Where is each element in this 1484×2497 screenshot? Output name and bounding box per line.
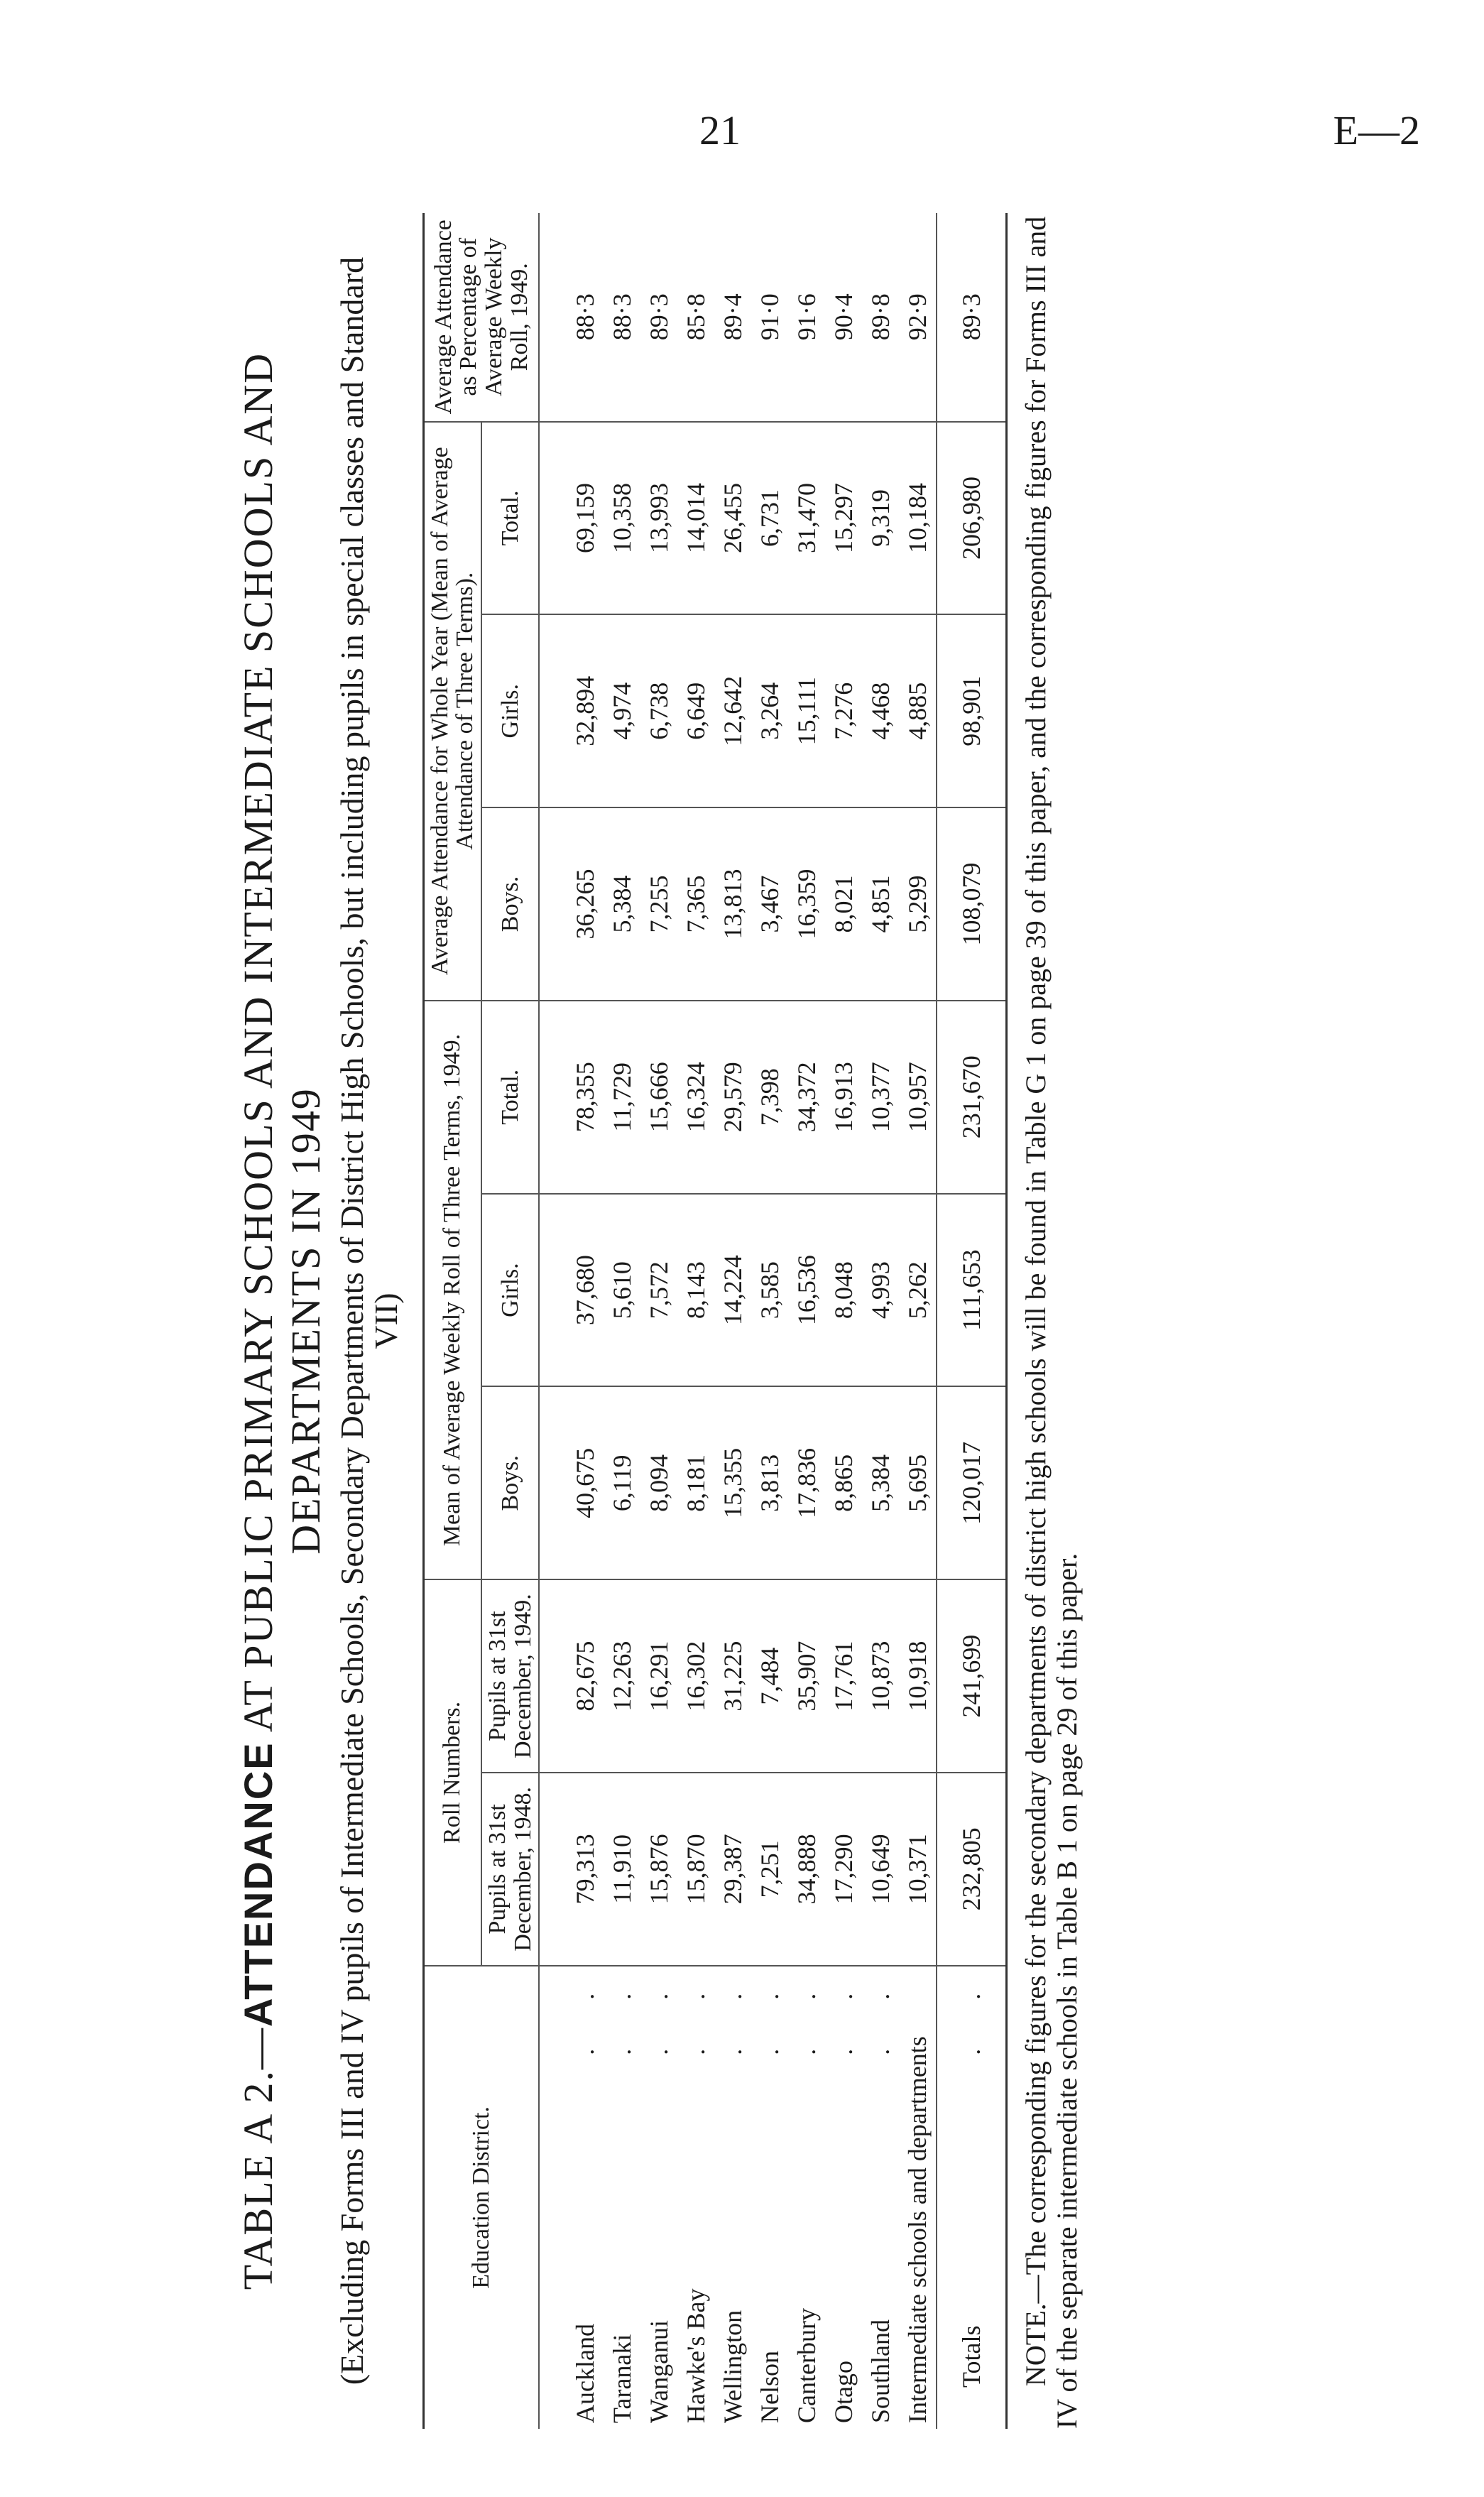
attendance-table — [422, 213, 1008, 2429]
totals-mean-roll-total: 231,670 — [937, 1001, 1007, 1194]
cell-attendance-total: 26,455 — [714, 422, 751, 615]
cell-attendance-boys: 7,255 — [640, 807, 677, 1001]
district-name: Hawke's Bay — [682, 2288, 711, 2423]
cell-attendance-girls: 4,468 — [862, 614, 899, 807]
spacer-row — [539, 213, 567, 2429]
district-name: Wanganui — [645, 2319, 674, 2423]
leader-dots: . . — [755, 1971, 785, 2055]
cell-attendance-girls: 7,276 — [825, 614, 862, 807]
cell-attendance-girls: 6,738 — [640, 614, 677, 807]
district-name: Nelson — [755, 2351, 785, 2423]
cell-attendance-boys: 36,265 — [567, 807, 604, 1001]
cell-mean-roll-total: 29,579 — [714, 1001, 751, 1194]
cell-attendance-girls: 4,974 — [604, 614, 640, 807]
cell-pupils-1948: 29,387 — [714, 1773, 751, 1966]
leader-dots: . . — [957, 1971, 986, 2055]
district-cell — [567, 1966, 604, 2429]
table-body — [539, 213, 937, 2429]
cell-attendance-boys: 13,813 — [714, 807, 751, 1001]
district-name: Intermediate schools and departments — [903, 2036, 932, 2423]
cell-percentage: 89·4 — [714, 213, 751, 422]
header-district: Education District. — [423, 1966, 539, 2429]
header-attendance-boys: Boys. — [481, 807, 539, 1001]
cell-pupils-1949: 31,225 — [714, 1579, 751, 1773]
totals-attendance-boys: 108,079 — [937, 807, 1007, 1001]
page-header — [0, 107, 1484, 163]
cell-attendance-total: 9,319 — [862, 422, 899, 615]
cell-pupils-1948: 34,888 — [788, 1773, 825, 1966]
cell-percentage: 88·3 — [567, 213, 604, 422]
leader-dots: . . — [571, 1971, 600, 2055]
totals-attendance-girls: 98,901 — [937, 614, 1007, 807]
note-label: NOTE. — [1020, 2303, 1052, 2386]
cell-percentage: 91·0 — [751, 213, 788, 422]
totals-mean-roll-boys: 120,017 — [937, 1386, 1007, 1579]
cell-attendance-total: 14,014 — [677, 422, 714, 615]
cell-mean-roll-total: 16,324 — [677, 1001, 714, 1194]
cell-mean-roll-total: 10,377 — [862, 1001, 899, 1194]
table-row — [604, 213, 640, 2429]
cell-pupils-1949: 10,873 — [862, 1579, 899, 1773]
cell-mean-roll-boys: 5,384 — [862, 1386, 899, 1579]
header-percentage: Average Attendance as Percentage of Average Weekly Roll, 1949. — [423, 213, 539, 422]
cell-mean-roll-girls: 4,993 — [862, 1194, 899, 1387]
leader-dots: . . — [645, 1971, 674, 2055]
cell-pupils-1948: 15,870 — [677, 1773, 714, 1966]
page-reference: E—2 — [1333, 107, 1420, 153]
cell-percentage: 89·3 — [640, 213, 677, 422]
cell-attendance-girls: 4,885 — [899, 614, 937, 807]
table-row — [788, 213, 825, 2429]
district-cell — [604, 1966, 640, 2429]
cell-attendance-total: 15,297 — [825, 422, 862, 615]
table-row — [751, 213, 788, 2429]
header-attendance-girls: Girls. — [481, 614, 539, 807]
cell-percentage: 90·4 — [825, 213, 862, 422]
cell-attendance-total: 31,470 — [788, 422, 825, 615]
cell-attendance-boys: 5,384 — [604, 807, 640, 1001]
district-name: Wellington — [719, 2310, 748, 2423]
title-prefix: TABLE A 2.— — [235, 2027, 281, 2290]
page-number: 21 — [699, 107, 741, 153]
cell-mean-roll-boys: 3,813 — [751, 1386, 788, 1579]
cell-mean-roll-boys: 8,094 — [640, 1386, 677, 1579]
cell-attendance-total: 10,184 — [899, 422, 937, 615]
table-subtitle: (Excluding Forms III and IV pupils of Intermediate Schools, Secondary Departments of District High Schools, but including pupils in special classes and Standard VII) — [334, 256, 405, 2386]
district-cell — [788, 1966, 825, 2429]
table-row — [714, 213, 751, 2429]
header-mean-roll-total: Total. — [481, 1001, 539, 1194]
header-pupils-1949: Pupils at 31st December, 1949. — [481, 1579, 539, 1773]
cell-attendance-total: 10,358 — [604, 422, 640, 615]
cell-mean-roll-boys: 17,836 — [788, 1386, 825, 1579]
cell-attendance-boys: 8,021 — [825, 807, 862, 1001]
cell-mean-roll-boys: 40,675 — [567, 1386, 604, 1579]
cell-pupils-1949: 17,761 — [825, 1579, 862, 1773]
district-cell — [677, 1966, 714, 2429]
cell-attendance-girls: 32,894 — [567, 614, 604, 807]
district-name: Auckland — [571, 2324, 600, 2423]
cell-pupils-1948: 15,876 — [640, 1773, 677, 1966]
district-cell — [751, 1966, 788, 2429]
cell-pupils-1949: 12,263 — [604, 1579, 640, 1773]
cell-percentage: 92·9 — [899, 213, 937, 422]
cell-mean-roll-girls: 3,585 — [751, 1194, 788, 1387]
district-cell — [714, 1966, 751, 2429]
cell-mean-roll-girls: 37,680 — [567, 1194, 604, 1387]
cell-attendance-boys: 4,851 — [862, 807, 899, 1001]
cell-mean-roll-girls: 8,048 — [825, 1194, 862, 1387]
cell-mean-roll-total: 16,913 — [825, 1001, 862, 1194]
cell-mean-roll-total: 7,398 — [751, 1001, 788, 1194]
district-name: Southland — [866, 2319, 895, 2423]
table-row — [567, 213, 604, 2429]
cell-attendance-boys: 5,299 — [899, 807, 937, 1001]
table-row — [640, 213, 677, 2429]
leader-dots: . . — [829, 1971, 858, 2055]
totals-attendance-total: 206,980 — [937, 422, 1007, 615]
table-note — [1020, 213, 1083, 2429]
cell-pupils-1949: 10,918 — [899, 1579, 937, 1773]
district-name: Canterbury — [792, 2308, 822, 2423]
cell-pupils-1948: 7,251 — [751, 1773, 788, 1966]
cell-mean-roll-boys: 15,355 — [714, 1386, 751, 1579]
cell-pupils-1948: 79,313 — [567, 1773, 604, 1966]
totals-pupils-1949: 241,699 — [937, 1579, 1007, 1773]
cell-attendance-girls: 3,264 — [751, 614, 788, 807]
cell-percentage: 89·8 — [862, 213, 899, 422]
cell-attendance-total: 69,159 — [567, 422, 604, 615]
leader-dots: . . — [792, 1971, 822, 2055]
cell-attendance-boys: 7,365 — [677, 807, 714, 1001]
header-mean-roll-boys: Boys. — [481, 1386, 539, 1579]
cell-attendance-girls: 15,111 — [788, 614, 825, 807]
cell-pupils-1949: 16,302 — [677, 1579, 714, 1773]
cell-pupils-1949: 7,484 — [751, 1579, 788, 1773]
totals-pupils-1948: 232,805 — [937, 1773, 1007, 1966]
cell-attendance-boys: 3,467 — [751, 807, 788, 1001]
district-cell — [862, 1966, 899, 2429]
cell-mean-roll-girls: 5,262 — [899, 1194, 937, 1387]
header-pupils-1948: Pupils at 31st December, 1948. — [481, 1773, 539, 1966]
cell-mean-roll-girls: 7,572 — [640, 1194, 677, 1387]
note-text: —The corresponding figures for the secondary departments of district high schools will be found in Table G 1 on page 39 of this paper, and the corresponding figures for Forms III and IV of the separate intermediate schools in Table B 1 on page 29 of this paper. — [1020, 216, 1084, 2429]
leader-dots: . . — [866, 1971, 895, 2055]
table-title — [234, 213, 329, 2429]
header-mean-roll: Mean of Average Weekly Roll of Three Terms, 1949. — [423, 1001, 481, 1579]
district-name: Otago — [829, 2361, 858, 2423]
cell-mean-roll-total: 10,957 — [899, 1001, 937, 1194]
cell-mean-roll-boys: 8,865 — [825, 1386, 862, 1579]
cell-attendance-girls: 6,649 — [677, 614, 714, 807]
cell-mean-roll-total: 11,729 — [604, 1001, 640, 1194]
table-row — [677, 213, 714, 2429]
cell-pupils-1949: 16,291 — [640, 1579, 677, 1773]
table-row — [862, 213, 899, 2429]
district-cell — [640, 1966, 677, 2429]
totals-label: Totals — [957, 2325, 986, 2388]
table-row — [825, 213, 862, 2429]
leader-dots: . . — [608, 1971, 637, 2055]
leader-dots: . . — [682, 1971, 711, 2055]
totals-label-cell — [937, 1966, 1007, 2429]
title-keyword: ATTENDANCE — [236, 1741, 280, 2027]
cell-mean-roll-girls: 8,143 — [677, 1194, 714, 1387]
cell-attendance-total: 13,993 — [640, 422, 677, 615]
table-row — [899, 213, 937, 2429]
cell-mean-roll-boys: 6,119 — [604, 1386, 640, 1579]
cell-percentage: 88·3 — [604, 213, 640, 422]
district-name: Taranaki — [608, 2334, 637, 2423]
title-rest: AT PUBLIC PRIMARY SCHOOLS AND INTERMEDIATE SCHOOLS AND DEPARTMENTS IN 1949 — [235, 352, 329, 1742]
totals-percentage: 89·3 — [937, 213, 1007, 422]
cell-mean-roll-total: 15,666 — [640, 1001, 677, 1194]
cell-pupils-1948: 10,649 — [862, 1773, 899, 1966]
cell-pupils-1949: 82,675 — [567, 1579, 604, 1773]
cell-mean-roll-girls: 16,536 — [788, 1194, 825, 1387]
cell-mean-roll-girls: 5,610 — [604, 1194, 640, 1387]
totals-row — [937, 213, 1007, 2429]
cell-attendance-total: 6,731 — [751, 422, 788, 615]
cell-pupils-1948: 17,290 — [825, 1773, 862, 1966]
cell-attendance-girls: 12,642 — [714, 614, 751, 807]
district-cell — [825, 1966, 862, 2429]
rotated-table-block — [234, 213, 1243, 2429]
header-average-attendance: Average Attendance for Whole Year (Mean of Average Attendance of Three Terms). — [423, 422, 481, 1001]
cell-mean-roll-boys: 8,181 — [677, 1386, 714, 1579]
header-roll-numbers: Roll Numbers. — [423, 1579, 481, 1966]
header-attendance-total: Total. — [481, 422, 539, 615]
district-cell — [899, 1966, 937, 2429]
cell-mean-roll-girls: 14,224 — [714, 1194, 751, 1387]
cell-percentage: 85·8 — [677, 213, 714, 422]
cell-attendance-boys: 16,359 — [788, 807, 825, 1001]
totals-mean-roll-girls: 111,653 — [937, 1194, 1007, 1387]
leader-dots: . . — [719, 1971, 748, 2055]
cell-mean-roll-boys: 5,695 — [899, 1386, 937, 1579]
cell-mean-roll-total: 78,355 — [567, 1001, 604, 1194]
header-mean-roll-girls: Girls. — [481, 1194, 539, 1387]
cell-pupils-1949: 35,907 — [788, 1579, 825, 1773]
cell-pupils-1948: 10,371 — [899, 1773, 937, 1966]
cell-percentage: 91·6 — [788, 213, 825, 422]
cell-pupils-1948: 11,910 — [604, 1773, 640, 1966]
cell-mean-roll-total: 34,372 — [788, 1001, 825, 1194]
